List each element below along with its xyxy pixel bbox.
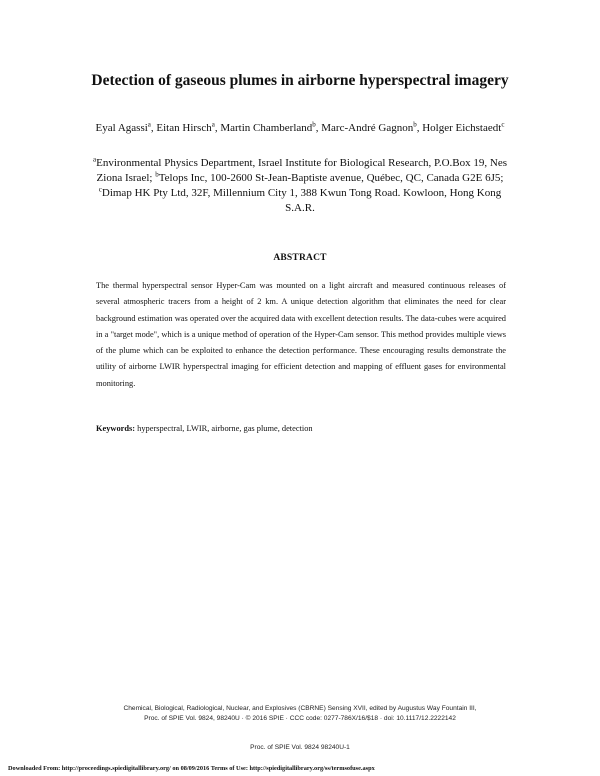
author-separator: , [214, 122, 221, 134]
author-affiliation-mark: b [312, 120, 316, 129]
author-name: Holger Eichstaedt [422, 122, 502, 134]
author-separator: , [150, 122, 157, 134]
affiliation-mark: c [98, 185, 102, 194]
author-name: Eitan Hirsch [156, 122, 212, 134]
page-number: Proc. of SPIE Vol. 9824 98240U-1 [250, 744, 350, 751]
keywords [96, 423, 506, 435]
paper-title: Detection of gaseous plumes in airborne hyperspectral imagery [91, 72, 509, 89]
affiliation-a: Environmental Physics Department, Israel Institute for Biological Research, P.O.Box 19, Nes Ziona Israel; [96, 157, 507, 184]
download-notice: Downloaded From: http://proceedings.spiedigitallibrary.org/ on 08/09/2016 Terms of Use: http://spiedigitallibrary.org/ss/termsofuse.aspx [8, 765, 375, 772]
author-affiliation-mark: a [147, 120, 151, 129]
affiliation-mark: a [93, 155, 97, 164]
author-affiliation-mark: a [211, 120, 215, 129]
author-separator: , [416, 122, 423, 134]
affiliation-c: Dimap HK Pty Ltd, 32F, Millennium City 1, 388 Kwun Tong Road. Kowloon, Hong Kong S.A.R. [101, 187, 502, 214]
affiliation-mark: b [155, 170, 159, 179]
abstract-heading: ABSTRACT [273, 253, 327, 263]
keywords-label: Keywords: [96, 424, 136, 433]
abstract-text: The thermal hyperspectral sensor Hyper-Cam was mounted on a light aircraft and measured continuous releases of several atmospheric tracers from a height of 2 km. A unique detection algorithm that eliminates the need for clear background estimation was operated over the acquired data with excellent detection results. The data-cubes were acquired in a "target mode", which is a unique method of operation of the Hyper-Cam sensor. This method provides multiple views of the plume which can be exploited to enhance the detection performance. These encouraging results demonstrate the utility of airborne LWIR hyperspectral imaging for efficient detection and mapping of effluent gases for environmental monitoring. [96, 281, 506, 388]
citation-line: Chemical, Biological, Radiological, Nuclear, and Explosives (CBRNE) Sensing XVII, edited by Augustus Way Fountain III, [123, 705, 477, 712]
author-name: Martin Chamberland [220, 122, 313, 134]
keywords-list: hyperspectral, LWIR, airborne, gas plume, detection [137, 424, 313, 433]
affiliation-b: Telops Inc, 100-2600 St-Jean-Baptiste avenue, Québec, QC, Canada G2E 6J5; [158, 172, 504, 184]
affiliations [90, 156, 510, 216]
author-name: Marc-André Gagnon [321, 122, 414, 134]
author-affiliation-mark: b [413, 120, 417, 129]
author-list [90, 121, 510, 135]
author-name: Eyal Agassi [95, 122, 148, 134]
author-affiliation-mark: c [501, 120, 505, 129]
citation-block [60, 704, 540, 724]
citation-line: Proc. of SPIE Vol. 9824, 98240U · © 2016 SPIE · CCC code: 0277-786X/16/$18 · doi: 10.1117/12.2222142 [144, 715, 456, 722]
author-separator: , [315, 122, 322, 134]
